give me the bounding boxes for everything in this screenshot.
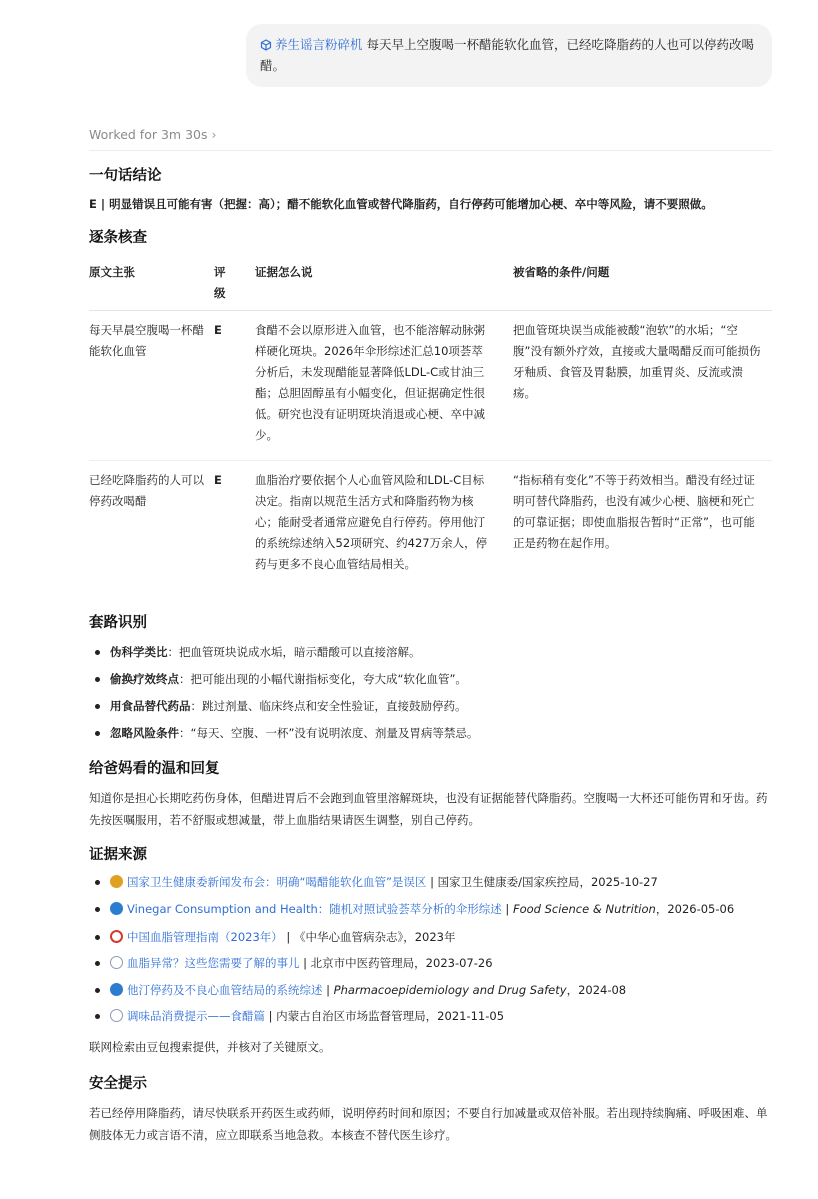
source-item	[89, 1003, 772, 1030]
worked-for-label: Worked for 3m 30s	[89, 127, 208, 142]
table-row	[89, 311, 772, 461]
column-header: 被省略的条件/问题	[513, 258, 772, 311]
review-table	[89, 258, 772, 589]
safety-text: 若已经停用降脂药，请尽快联系开药医生或药师，说明停药时间和原因；不要自行加减量或双倍补服。若出现持续胸痛、呼吸困难、单侧肢体无力或言语不清，应立即联系当地急救。本核查不替代医生诊疗。	[89, 1105, 768, 1142]
source-link[interactable]: 中国血脂管理指南（2023年）	[127, 929, 283, 944]
claim-cell: 已经吃降脂药的人可以停药改喝醋	[89, 473, 204, 508]
tactics-list	[89, 639, 772, 747]
safety-heading: 安全提示	[89, 1075, 147, 1092]
omitted-cell: “指标稍有变化”不等于药效相当。醋没有经过证明可替代降脂药，也没有减少心梗、脑梗和死亡的可靠证据；即使血脂报告暂时“正常”，也可能正是药物在起作用。	[513, 473, 755, 550]
source-meta: | 内蒙古自治区市场监督管理局，2021-11-05	[265, 1009, 505, 1023]
source-journal: | Food Science & Nutrition	[501, 901, 656, 916]
source-item	[89, 896, 772, 920]
globe-icon	[110, 1009, 123, 1022]
journal-icon	[110, 902, 123, 915]
claim-cell: 每天早晨空腹喝一杯醋能软化血管	[89, 311, 214, 461]
source-link[interactable]: 调味品消费提示——食醋篇	[127, 1009, 265, 1023]
user-message-text: 每天早上空腹喝一杯醋能软化血管，已经吃降脂药的人也可以停药改喝醋。	[260, 37, 755, 73]
cube-icon	[260, 39, 272, 51]
reply-text: 知道你是担心长期吃药伤身体，但醋进胃后不会跑到血管里溶解斑块，也没有证据能替代降脂药。空腹喝一大杯还可能伤胃和牙齿。药先按医嘱服用，若不舒服或想减量，带上血脂结果请医生调整，别自己停药。	[89, 791, 768, 827]
tactic-label: 用食品替代药品	[110, 699, 191, 713]
summary-heading: 一句话结论	[89, 168, 162, 184]
source-meta: | 国家卫生健康委/国家疾控局，2025-10-27	[426, 875, 658, 889]
sources-list	[89, 869, 772, 1030]
tactic-label: 伪科学类比	[110, 645, 168, 659]
source-meta: | 北京市中医药管理局，2023-07-26	[299, 956, 493, 970]
source-link[interactable]: Vinegar Consumption and Health：随机对照试验荟萃分析的伞形综述	[127, 901, 502, 916]
worked-for-toggle[interactable]	[89, 127, 217, 142]
column-header: 原文主张	[89, 258, 214, 311]
tactics-heading: 套路识别	[89, 615, 147, 631]
source-link[interactable]: 国家卫生健康委新闻发布会：明确“喝醋能软化血管”是误区	[127, 875, 427, 889]
skill-tag-label: 养生谣言粉碎机	[275, 37, 363, 52]
source-item	[89, 924, 772, 951]
search-note: 联网检索由豆包搜索提供，并核对了关键原文。	[89, 1039, 331, 1054]
omitted-cell: 把血管斑块误当成能被酸“泡软”的水垢；“空腹”没有额外疗效，直接或大量喝醋反而可能损伤牙釉质、食管及胃黏膜，加重胃炎、反流或溃疡。	[513, 311, 772, 461]
divider	[89, 150, 772, 151]
answer-content	[89, 166, 772, 1146]
source-link[interactable]: 血脂异常？这些您需要了解的事儿	[127, 956, 300, 970]
grade-cell: E	[214, 473, 222, 487]
source-item	[89, 977, 772, 1004]
source-meta: ，2026-05-06	[655, 901, 735, 916]
user-message-bubble	[246, 24, 772, 87]
source-link[interactable]: 他汀停药及不良心血管结局的系统综述	[127, 982, 323, 997]
globe-icon	[110, 956, 123, 969]
tactic-label: 偷换疗效终点	[110, 672, 179, 686]
reply-heading: 给爸妈看的温和回复	[89, 761, 220, 777]
list-item	[89, 666, 772, 693]
list-item	[89, 720, 772, 747]
review-heading: 逐条核查	[89, 230, 147, 246]
journal-seal-icon	[110, 930, 123, 943]
sources-heading: 证据来源	[89, 847, 147, 863]
source-item	[89, 950, 772, 977]
column-header: 评级	[214, 258, 255, 311]
tactic-text: ：把可能出现的小幅代谢指标变化，夸大成“软化血管”。	[179, 672, 467, 686]
source-item	[89, 869, 772, 896]
source-meta: ，2024-08	[566, 982, 627, 997]
grade-cell: E	[214, 311, 255, 461]
table-row	[89, 461, 772, 590]
tactic-text: ：把血管斑块说成水垢，暗示醋酸可以直接溶解。	[167, 645, 421, 659]
list-item	[89, 693, 772, 720]
source-meta: | 《中华心血管病杂志》，2023年	[282, 929, 456, 944]
tactic-label: 忽略风险条件	[110, 726, 179, 740]
journal-icon	[110, 983, 123, 996]
skill-tag[interactable]	[260, 37, 363, 52]
summary-text: E | 明显错误且可能有害（把握：高）；醋不能软化血管或替代降脂药，自行停药可能增加心梗、卒中等风险，请不要照做。	[89, 197, 713, 211]
table-header-row	[89, 258, 772, 311]
tactic-text: ：“每天、空腹、一杯”没有说明浓度、剂量及胃病等禁忌。	[179, 726, 479, 740]
chevron-right-icon: ›	[211, 127, 217, 142]
column-header: 证据怎么说	[255, 258, 513, 311]
evidence-cell: 食醋不会以原形进入血管，也不能溶解动脉粥样硬化斑块。2026年伞形综述汇总10项荟萃分析后，未发现醋能显著降低LDL-C或甘油三酯；总胆固醇虽有小幅变化，但证据确定性很低。研究也没有证明斑块消退或心梗、卒中减少。	[255, 311, 513, 461]
gov-emblem-icon	[110, 875, 123, 888]
tactic-text: ：跳过剂量、临床终点和安全性验证，直接鼓励停药。	[190, 699, 467, 713]
evidence-cell: 血脂治疗要依据个人心血管风险和LDL-C目标决定。指南以规范生活方式和降脂药物为核心；能耐受者通常应避免自行停药。停用他汀的系统综述纳入52项研究、约427万余人，停药与更多不良心血管结局相关。	[255, 473, 488, 571]
source-journal: | Pharmacoepidemiology and Drug Safety	[322, 982, 567, 997]
list-item	[89, 639, 772, 666]
